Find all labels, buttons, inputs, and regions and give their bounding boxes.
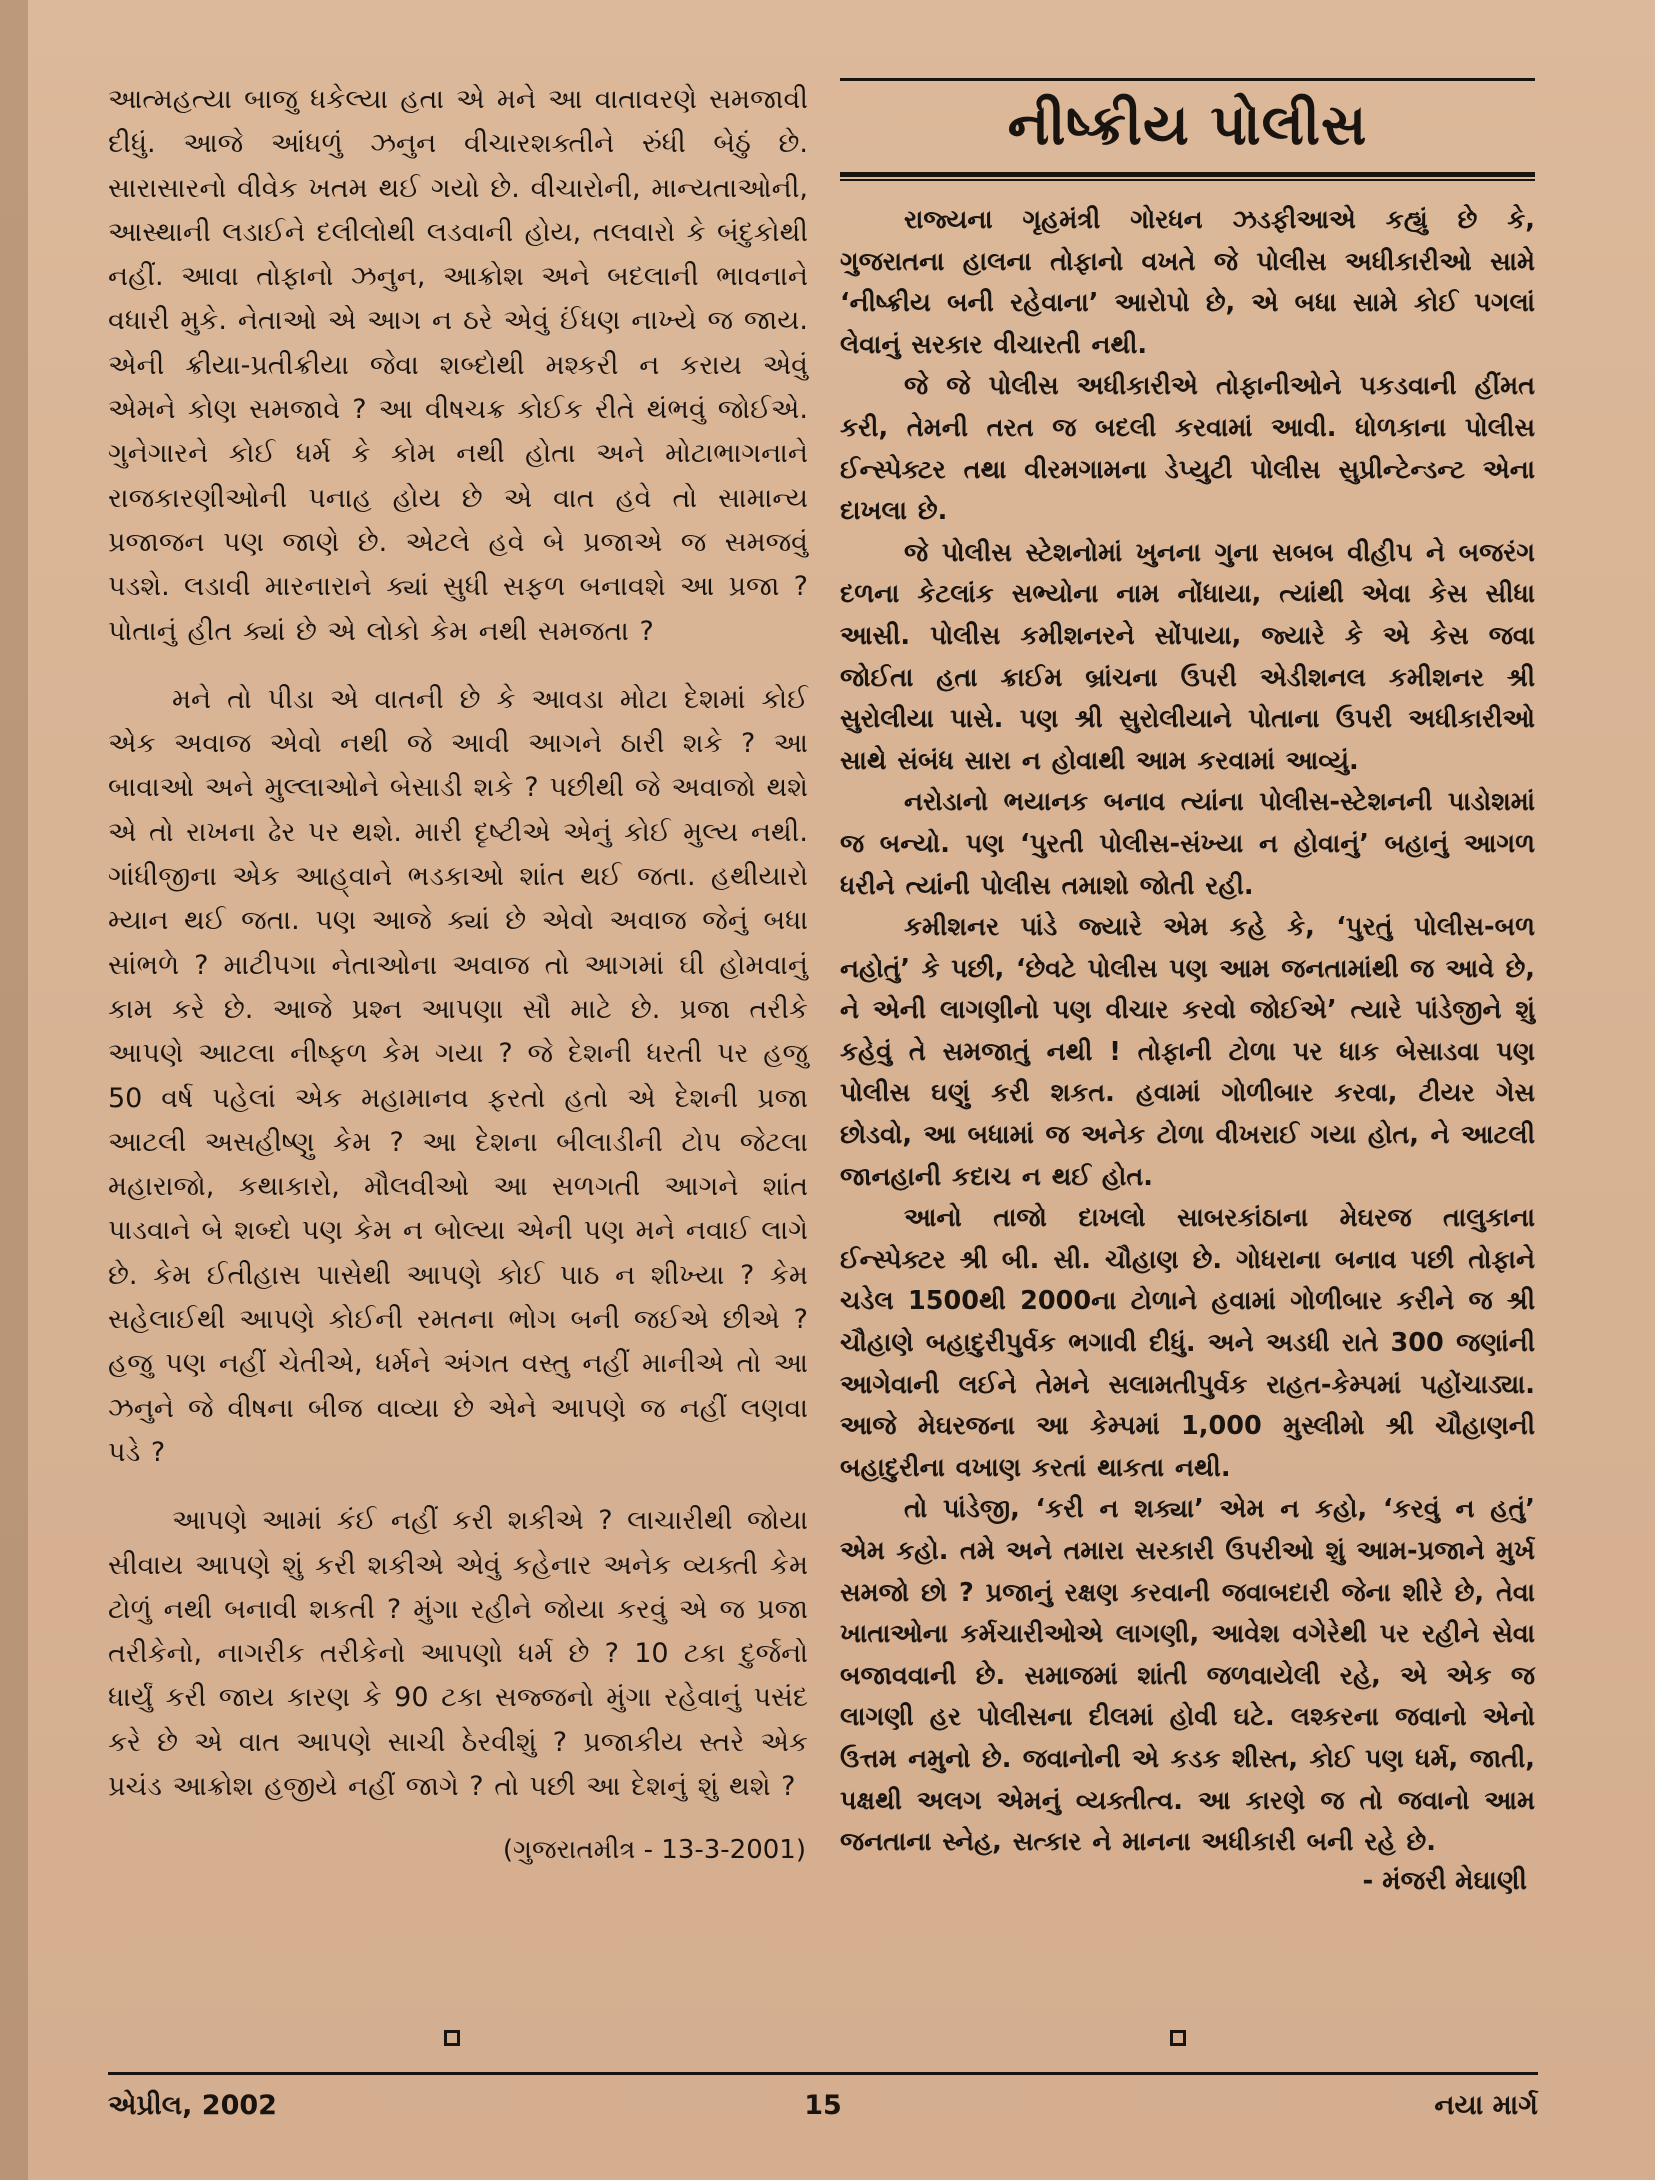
magazine-name: નયા માર્ગ: [1434, 2090, 1538, 2121]
right-paragraph-1: રાજ્યના ગૃહમંત્રી ગોરધન ઝડફીઆએ કહ્યું છે કે, ગુજરાતના હાલના તોફાનો વખતે જે પોલીસ અધીકારીઓ સામે ‘નીષ્ક્રીય બની રહેવાના’ આરોપો છે, એ બધા સામે કોઈ પગલાં લેવાનું સરકાર વીચારતી નથી.: [840, 205, 1535, 360]
article-title: નીષ્ક્રીય પોલીસ: [1007, 93, 1368, 158]
footer-date: એપ્રીલ, 2002: [108, 2090, 277, 2121]
source-citation: (ગુજરાતમીત્ર - 13-3-2001): [502, 1835, 806, 1866]
right-paragraph-4: નરોડાનો ભયાનક બનાવ ત્યાંના પોલીસ-સ્ટેશનની પાડોશમાં જ બન્યો. પણ ‘પુરતી પોલીસ-સંખ્યા ન હોવાનું’ બહાનું આગળ ધરીને ત્યાંની પોલીસ તમાશો જોતી રહી.: [840, 787, 1535, 901]
left-article-end-mark: [444, 2030, 460, 2046]
right-paragraph-2: જે જે પોલીસ અધીકારીએ તોફાનીઓને પકડવાની હીંમત કરી, તેમની તરત જ બદલી કરવામાં આવી. ધોળકાના પોલીસ ઈન્સ્પેક્ટર તથા વીરમગામના ડેપ્યુટી પોલીસ સુપ્રીન્ટેન્ડન્ટ એના દાખલા છે.: [840, 371, 1535, 527]
left-column: [108, 78, 808, 1866]
title-top-rule: [840, 78, 1535, 81]
right-paragraph-6: આનો તાજો દાખલો સાબરકાંઠાના મેઘરજ તાલુકાના ઈન્સ્પેક્ટર શ્રી બી. સી. ચૌહાણ છે. ગોધરાના બનાવ પછી તોફાને ચડેલ 1500થી 2000ના ટોળાને હવામાં ગોળીબાર કરીને જ શ્રી ચૌહાણે બહાદુરીપુર્વક ભગાવી દીધું. અને અડધી રાતે 300 જણાંની આગેવાની લઈને તેમને સલામતીપુર્વક રાહત-કેમ્પમાં પહોંચાડ્યા. આજે મેઘરજના આ કેમ્પમાં 1,000 મુસ્લીમો શ્રી ચૌહાણની બહાદુરીના વખાણ કરતાં થાકતા નથી.: [840, 1203, 1535, 1483]
author-signature: - મંજરી મેઘાણી: [1362, 1865, 1527, 1896]
right-paragraph-3: જે પોલીસ સ્ટેશનોમાં ખુનના ગુના સબબ વીહીપ ને બજરંગ દળના કેટલાંક સભ્યોના નામ નોંધાયા, ત્યાંથી એવા કેસ સીધા આસી. પોલીસ કમીશનરને સોંપાયા, જ્યારે કે એ કેસ જવા જોઈતા હતા ક્રાઈમ બ્રાંચના ઉપરી એડીશનલ કમીશનર શ્રી સુરોલીયા પાસે. પણ શ્રી સુરોલીયાને પોતાના ઉપરી અધીકારીઓ સાથે સંબંધ સારા ન હોવાથી આમ કરવામાં આવ્યું.: [840, 537, 1535, 776]
left-paragraph-2: મને તો પીડા એ વાતની છે કે આવડા મોટા દેશમાં કોઈ એક અવાજ એવો નથી જે આવી આગને ઠારી શકે ? આ બાવાઓ અને મુલ્લાઓને બેસાડી શકે ? પછીથી જે અવાજો થશે એ તો રાખના ઢેર પર થશે. મારી દૃષ્ટીએ એનું કોઈ મુલ્ય નથી. ગાંધીજીના એક આહ્‌વાને ભડકાઓ શાંત થઈ જતા. હથીયારો મ્યાન થઈ જતા. પણ આજે ક્યાં છે એવો અવાજ જેનું બધા સાંભળે ? માટીપગા નેતાઓના અવાજ તો આગમાં ઘી હોમવાનું કામ કરે છે. આજે પ્રશ્ન આપણા સૌ માટે છે. પ્રજા તરીકે આપણે આટલા નીષ્ફળ કેમ ગયા ? જે દેશની ધરતી પર હજુ 50 વર્ષ પહેલાં એક મહામાનવ ફરતો હતો એ દેશની પ્રજા આટલી અસહીષ્ણુ કેમ ? આ દેશના બીલાડીની ટોપ જેટલા મહારાજો, કથાકારો, મૌલવીઓ આ સળગતી આગને શાંત પાડવાને બે શબ્દો પણ કેમ ન બોલ્યા એની પણ મને નવાઈ લાગે છે. કેમ ઈતીહાસ પાસેથી આપણે કોઈ પાઠ ન શીખ્યા ? કેમ સહેલાઈથી આપણે કોઈની રમતના ભોગ બની જઈએ છીએ ? હજુ પણ નહીં ચેતીએ, ધર્મને અંગત વસ્તુ નહીં માનીએ તો આ ઝનુને જે વીષના બીજ વાવ્યા છે એને આપણે જ નહીં લણવા પડે ?: [108, 683, 808, 1468]
right-paragraph-7: તો પાંડેજી, ‘કરી ન શક્યા’ એમ ન કહો, ‘કરવું ન હતું’ એમ કહો. તમે અને તમારા સરકારી ઉપરીઓ શું આમ-પ્રજાને મુર્ખ સમજો છો ? પ્રજાનું રક્ષણ કરવાની જવાબદારી જેના શીરે છે, તેવા ખાતાઓના કર્મચારીઓએ લાગણી, આવેશ વગેરેથી પર રહીને સેવા બજાવવાની છે. સમાજમાં શાંતી જળવાયેલી રહે, એ એક જ લાગણી હર પોલીસના દીલમાં હોવી ઘટે. લશ્કરના જવાનો એનો ઉત્તમ નમુનો છે. જવાનોની એ કડક શીસ્ત, કોઈ પણ ધર્મ, જાતી, પક્ષથી અલગ એમનું વ્યક્તીત્વ. આ કારણે જ તો જવાનો આમ જનતાના સ્નેહ, સત્કાર ને માનના અધીકારી બની રહે છે.: [840, 1494, 1535, 1858]
right-paragraph-5: કમીશનર પાંડે જ્યારે એમ કહે કે, ‘પુરતું પોલીસ-બળ નહોતું’ કે પછી, ‘છેવટે પોલીસ પણ આમ જનતામાંથી જ આવે છે, ને એની લાગણીનો પણ વીચાર કરવો જોઈએ’ ત્યારે પાંડેજીને શું કહેવું તે સમજાતું નથી ! તોફાની ટોળા પર ધાક બેસાડવા પણ પોલીસ ઘણું કરી શકત. હવામાં ગોળીબાર કરવા, ટીયર ગેસ છોડવો, આ બધામાં જ અનેક ટોળા વીખરાઈ ગયા હોત, ને આટલી જાનહાની કદાચ ન થઈ હોત.: [840, 912, 1535, 1192]
title-bottom-rule: [840, 172, 1535, 177]
article-title-box: [840, 78, 1535, 182]
right-article-end-mark: [1170, 2030, 1186, 2046]
left-paragraph-3: આપણે આમાં કંઈ નહીં કરી શકીએ ? લાચારીથી જોયા સીવાય આપણે શું કરી શકીએ એવું કહેનાર અનેક વ્યક્તી કેમ ટોળું નથી બનાવી શકતી ? મુંગા રહીને જોયા કરવું એ જ પ્રજા તરીકેનો, નાગરીક તરીકેનો આપણો ધર્મ છે ? 10 ટકા દુર્જનો ધાર્યું કરી જાય કારણ કે 90 ટકા સજ્જનો મુંગા રહેવાનું પસંદ કરે છે એ વાત આપણે સાચી ઠેરવીશું ? પ્રજાકીય સ્તરે એક પ્રચંડ આક્રોશ હજીયે નહીં જાગે ? તો પછી આ દેશનું શું થશે ?: [108, 1505, 808, 1802]
title-bottom-rule-thin: [840, 179, 1535, 181]
right-column: [840, 78, 1535, 1897]
left-paragraph-1: આત્મહત્યા બાજુ ધકેલ્યા હતા એ મને આ વાતાવરણે સમજાવી દીધું. આજે આંધળું ઝનુન વીચારશક્તીને રુંધી બેઠું છે. સારાસારનો વીવેક ખતમ થઈ ગયો છે. વીચારોની, માન્યતાઓની, આસ્થાની લડાઈને દલીલોથી લડવાની હોય, તલવારો કે બંદુકોથી નહીં. આવા તોફાનો ઝનુન, આક્રોશ અને બદલાની ભાવનાને વધારી મુકે. નેતાઓ એ આગ ન ઠરે એવું ઈંધણ નાખ્યે જ જાય. એની ક્રીયા-પ્રતીક્રીયા જેવા શબ્દોથી મશ્કરી ન કરાય એવું એમને કોણ સમજાવે ? આ વીષચક્ર કોઈક રીતે થંભવું જોઈએ. ગુનેગારને કોઈ ધર્મ કે કોમ નથી હોતા અને મોટાભાગનાને રાજકારણીઓની પનાહ હોય છે એ વાત હવે તો સામાન્ય પ્રજાજન પણ જાણે છે. એટલે હવે બે પ્રજાએ જ સમજવું પડશે. લડાવી મારનારાને ક્યાં સુધી સફળ બનાવશે આ પ્રજા ? પોતાનું હીત ક્યાં છે એ લોકો કેમ નથી સમજતા ?: [108, 84, 808, 647]
page-footer: [108, 2072, 1538, 2122]
page-number: 15: [804, 2090, 842, 2121]
footer-rule: [108, 2072, 1538, 2075]
page-edge-shadow: [0, 0, 28, 2180]
